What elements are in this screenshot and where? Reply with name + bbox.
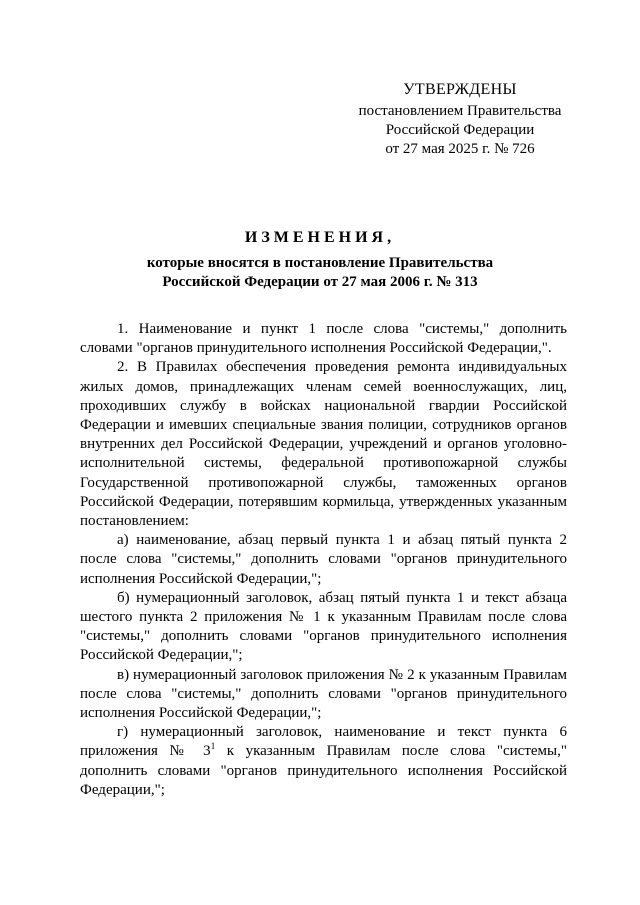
title-subtitle-line-1: которые вносятся в постановление Правительства <box>146 255 494 271</box>
paragraph-2d-part-2: к указанным Правилам после слова "системы," дополнить словами "органов принудительного исполнения Российской Федерации,"; <box>80 743 567 798</box>
paragraph-2b: б) нумерационный заголовок, абзац пятый пункта 1 и текст абзаца шестого пункта 2 приложения № 1 к указанным Правилам после слова "системы," дополнить словами "органов принудительного исполнения Российской Федерации,"; <box>80 589 567 664</box>
paragraph-2a: а) наименование, абзац первый пункта 1 и абзац пятый пункта 2 после слова "системы," дополнить словами "органов принудительного исполнения Российской Федерации,"; <box>80 532 567 587</box>
approval-heading: УТВЕРЖДЕНЫ <box>403 81 517 98</box>
paragraph-2d-part-1: г) нумерационный заголовок, наименование и текст пункта 6 приложения № 3 <box>80 724 567 760</box>
paragraph-2: 2. В Правилах обеспечения проведения ремонта индивидуальных жилых домов, принадлежащих членам семей военнослужащих, лиц, проходивших службу в войсках национальной гвардии Российской Федерации и имевших специальные звания полиции, сотрудников органов внутренних дел Российской Федерации, учреждений и органов уголовно-исполнительной системы, федеральной противопожарной службы Государственной противопожарной службы, таможенных органов Российской Федерации, потерявшим кормильца, утвержденных указанным постановлением: <box>80 359 567 530</box>
approval-line-1: постановлением Правительства <box>358 103 562 119</box>
approval-stamp <box>340 80 580 159</box>
title-main: ИЗМЕНЕНИЯ, <box>244 229 396 246</box>
title-subtitle <box>0 254 640 292</box>
approval-line-3: от 27 мая 2025 г. № 726 <box>385 141 535 157</box>
title-subtitle-line-2: Российской Федерации от 27 мая 2006 г. № 313 <box>162 274 478 290</box>
paragraph-2d <box>80 723 567 800</box>
paragraph-2c: в) нумерационный заголовок приложения № 2 к указанным Правилам после слова "системы," дополнить словами "органов принудительного исполнения Российской Федерации,"; <box>80 666 567 722</box>
document-body <box>80 320 567 800</box>
superscript-number: 1 <box>210 741 216 752</box>
approval-line-2: Российской Федерации <box>385 122 535 138</box>
paragraph-1: 1. Наименование и пункт 1 после слова "системы," дополнить словами "органов принудительного исполнения Российской Федерации,". <box>80 321 567 357</box>
document-title <box>0 228 640 292</box>
